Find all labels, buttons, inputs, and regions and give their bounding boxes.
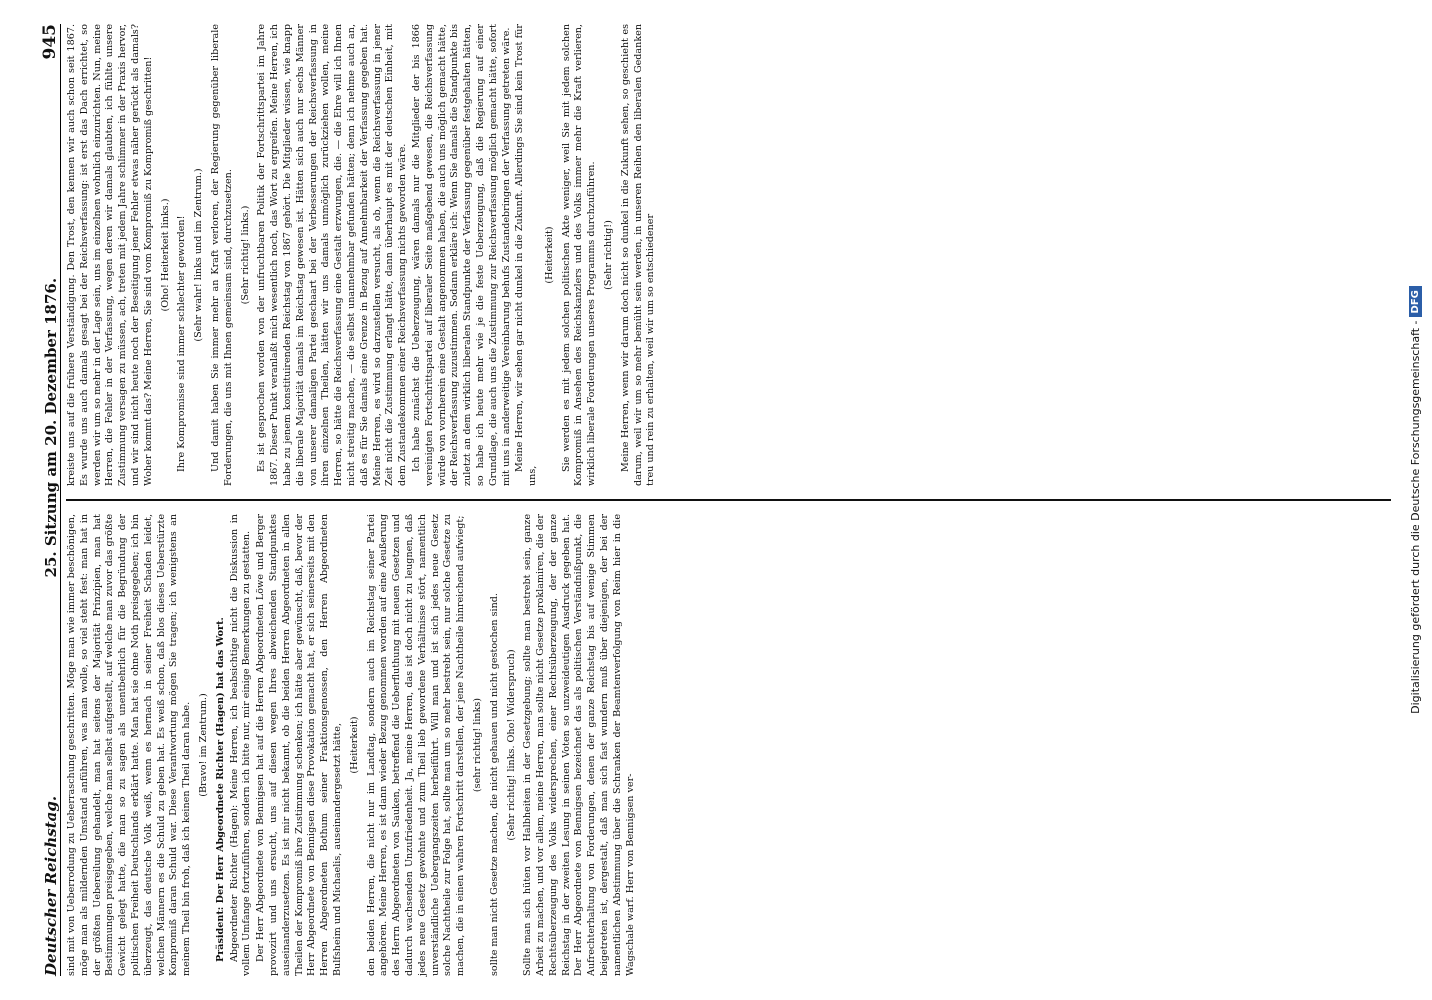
- page-header: [24, 24, 61, 976]
- interjection: (Sehr richtig! links.): [239, 205, 251, 305]
- paragraph: sollte man nicht Gesetze machen, die nicht gehauen und nicht gestochen sind.: [488, 593, 500, 976]
- column-divider: [66, 500, 1391, 502]
- paragraph: kreiste uns auf die frühere Verständigung. Den Trost, den kennen wir auch schon seit 1867. Es wurde uns auch damals gesagt bei der Reichsverfassung: ist erst das Dach errichtet, so werden wir um so mehr in der Lage sein, uns im einzelnen wohnlich einzurichten. Nun, meine Herren, die Fehler in der Verfassung, wegen deren wir damals glaubten, ich fühlte unsere Zustimmung versagen zu müssen, ach, treten mit jedem Jahre schlimmer in der Praxis hervor, und wir sind nicht heute noch der Beseitigung jener Fehler etwas näher gerückt als damals? Woher kommt das? Meine Herren, Sie sind vom Kompromiß zu Kompromiß geschritten!: [66, 24, 154, 486]
- paragraph: Es ist gesprochen worden von der unfruchtbaren Politik der Fortschrittspartei im Jahre 1867. Dieser Punkt veranlaßt mich wesentlich noch, das Wort zu ergreifen. Meine Herren, ich habe zu jenem konstituirenden Reichstag von 1867 gehört. Die Mitglieder wissen, wie knapp die liberale Majorität damals im Reichstag gewesen ist. Hätten sich auch nur sechs Männer von unserer damaligen Partei geschaart bei der Verbesserungen der Reichsverfassung in ihren einzelnen Theilen, hätten wir uns damals unmöglich zurückziehen wollen, meine Herren, so hätte die Reichsverfassung eine Gestalt erzwungen, die. — die Ehre will ich Ihnen nicht streitig machen, — die selbst unannehmbar gefunden hätten; denn ich nehme auch an, daß es für Sie damals eine Grenze in Bezug auf Annehmbarkeit der Verfassung gegeben hat. Meine Herren, es wird so darzustellen versucht, als ob, wenn die Reichsverfassung in jener Zeit nicht die Zustimmung erlangt hätte, dann überhaupt es mit der deutschen Einheit, mit dem Zustandekommen einer Reichsverfassung nichts geworden wäre.: [256, 24, 409, 486]
- interjection: (Oho! Heiterkeit links.): [159, 198, 171, 312]
- interjection: (Heiterkeit): [543, 226, 555, 284]
- interjection: (Sehr wahr! links und im Zentrum.): [193, 168, 205, 342]
- publication-title: Deutscher Reichstag.: [42, 795, 60, 976]
- dfg-logo: DFG: [1409, 286, 1422, 317]
- column-right: [66, 24, 659, 486]
- paragraph: Abgeordneter Richter (Hagen): Meine Herren, ich beabsichtige nicht die Diskussion in vollem Umfange fortzuführen, sondern ich bitte nur, mir einige Bemerkungen zu gestatten.: [228, 514, 253, 976]
- paragraph: Und damit haben Sie immer mehr an Kraft verloren, der Regierung gegenüber liberale Forderungen, die uns mit Ihnen gemeinsam sind, durchzusetzen.: [209, 24, 234, 486]
- interjection: (Sehr richtig!): [603, 220, 615, 290]
- paragraph: Der Herr Abgeordnete von Bennigsen hat auf die Herren Abgeordneten Löwe und Berger provozirt und uns ersucht, uns auf diesen wegen Ihres abweichenden Standpunktes auseinanderzusetzen. Es ist mir nicht bekannt, ob die beiden Herren Abgeordneten in allen Theilen der Kompromiß ihre Zustimmung schenken; ich hätte aber gewünscht, daß, bevor der Herr Abgeordnete von Bennigsen diese Provokation gemacht hat, er sich seinerseits mit den Herren Abgeordneten Bothum seiner Fraktionsgenossen, den Herren Abgeordneten Bulfsheim und Michaelis, auseinandergesetzt hätte,: [255, 514, 343, 976]
- paragraph: sind mit von Ueberrodung zu Ueberraschung geschritten. Möge man wie immer beschönigen, möge man als mildernden Umstand anführen, was man wolle, so viel steht fest: man hat in der größten Uebereilung gehandelt, man hat seitens der Majorität Prinzipien, man hat Bestimmungen preisgegeben, welche man selbst aufgestellt, auf welche man zuvor das größte Gewicht gelegt hatte, die man so zu sagen als unentbehrlich für die Begründung der politischen Freiheit Deutschlands erklärt hatte. Man hat sie ohne Noth preisgegeben; ich bin überzeugt, das deutsche Volk weiß, wenn es hernach in seiner Freiheit Schaden leidet, welchen Männern es die Schuld zu geben hat. Es weiß schon, daß blos dieses Ueberstürzte Kompromiß daran Schuld war. Diese Verantwortung mögen Sie tragen; ich wenigstens an meinem Theil bin froh, daß ich keinen Theil daran habe.: [66, 514, 193, 976]
- interjection: (Sehr richtig! links. Oho! Widerspruch): [505, 649, 517, 841]
- column-left: [66, 514, 638, 976]
- credit-text: Digitalisierung gefördert durch die Deutsche Forschungsgemeinschaft -: [1408, 320, 1422, 714]
- speaker-line: Präsident: Der Herr Abgeordnete Richter (Hagen) hat das Wort.: [214, 617, 226, 962]
- interjection: (sehr richtig! links): [471, 697, 483, 793]
- digitization-credit: [1400, 0, 1430, 1000]
- paragraph: Meine Herren, wir sehen gar nicht dunkel in die Zukunft. Allerdings Sie sind kein Trost für uns,: [514, 24, 539, 486]
- paragraph: Meine Herren, wenn wir darum doch nicht so dunkel in die Zukunft sehen, so geschieht es darum, weil wir um so mehr bemüht sein werden, in unseren Reihen den liberalen Gedanken treu und rein zu erhalten, weil wir um so entschiedener: [619, 24, 657, 486]
- paragraph: Ich habe zunächst die Ueberzeugung, wären damals nur die Mitglieder der bis 1866 vereinigten Fortschrittspartei auf liberaler Seite maßgebend gewesen, die Reichsverfassung würde von vornherein eine Gestalt angenommen haben, die auch uns möglich gemacht hätte, der Reichsverfassung zuzustimmen. Sodann erkläre ich: Wenn Sie damals die Standpunkte bis zuletzt an dem wirklich liberalen Standpunkte der Verfassung gegenüber festgehalten hätten, so habe ich heute mehr wie je die feste Ueberzeugung, daß die Regierung auf einer Grundlage, die auch uns die Zustimmung zur Reichsverfassung möglich gemacht hätte, sofort mit uns in anderweitige Vereinbarung behufs Zustandebringen der Verfassung getreten wäre.: [410, 24, 512, 486]
- paragraph: Sollte man sich hüten vor Halbheiten in der Gesetzgebung; sollte man bestrebt sein, ganze Arbeit zu machen, und vor allem, meine Herren, man sollte nicht Gesetze proklamiren, die der Rechtsüberzeugung des Volks widersprechen, einer Rechtsüberzeugung, der der ganze Reichstag in der zweiten Lesung in seinen Voten so unzweideutigen Ausdruck gegeben hat. Der Herr Abgeordnete von Bennigsen bezeichnet das als politischen Verständnißpunkt, die Aufrechterhaltung von Forderungen, denen der ganze Reichstag bis auf wenige Stimmen beigetreten ist, dergestalt, daß man sich fast wundern muß über diejenigen, der bei der namentlichen Abstimmung über die Schranken der Beamtenverfolgung von Reim hier in die Wagschale warf. Herr von Bennigsen ver-: [522, 514, 636, 976]
- paragraph: Ihre Kompromisse sind immer schlechter geworden!: [176, 215, 188, 472]
- page-number: 945: [40, 24, 60, 60]
- interjection: (Heiterkeit): [348, 716, 360, 774]
- interjection: (Bravo! im Zentrum.): [197, 693, 209, 797]
- paragraph: Sie werden es mit jedem solchen politischen Akte weniger, weil Sie mit jedem solchen Kompromiß in Ansehen des Reichskanzlers und des Volks immer mehr die Kraft verlieren, wirklich liberale Forderungen unseres Programms durchzuführen.: [560, 24, 598, 486]
- session-title: 25. Sitzung am 20. Dezember 1876.: [42, 277, 60, 578]
- paragraph: den beiden Herren, die nicht nur im Landtag, sondern auch im Reichstag seiner Partei angehören. Meine Herren, es ist dann wieder Bezug genommen worden auf eine Aeußerung des Herrn Abgeordneten von Sauken, betreffend die Ueberfluthung mit neuen Gesetzen und dadurch wachsenden Unzufriedenheit. Ja, meine Herren, das ist doch nicht zu leugnen, daß jedes neue Gesetz gewohnte und zum Theil lieb gewordene Verhältnisse stört, namentlich unverständliche Uebergangszeiten herbeiführt. Will man und ist sich jedes neue Gesetz solche Nachtheile zur Folge hat, sollte man um so mehr bestrebt sein, nur solche Gesetze zu machen, die in einen wahren Fortschritt darstellen, der jene Nachtheile hinreichend aufwiegt;: [365, 514, 467, 976]
